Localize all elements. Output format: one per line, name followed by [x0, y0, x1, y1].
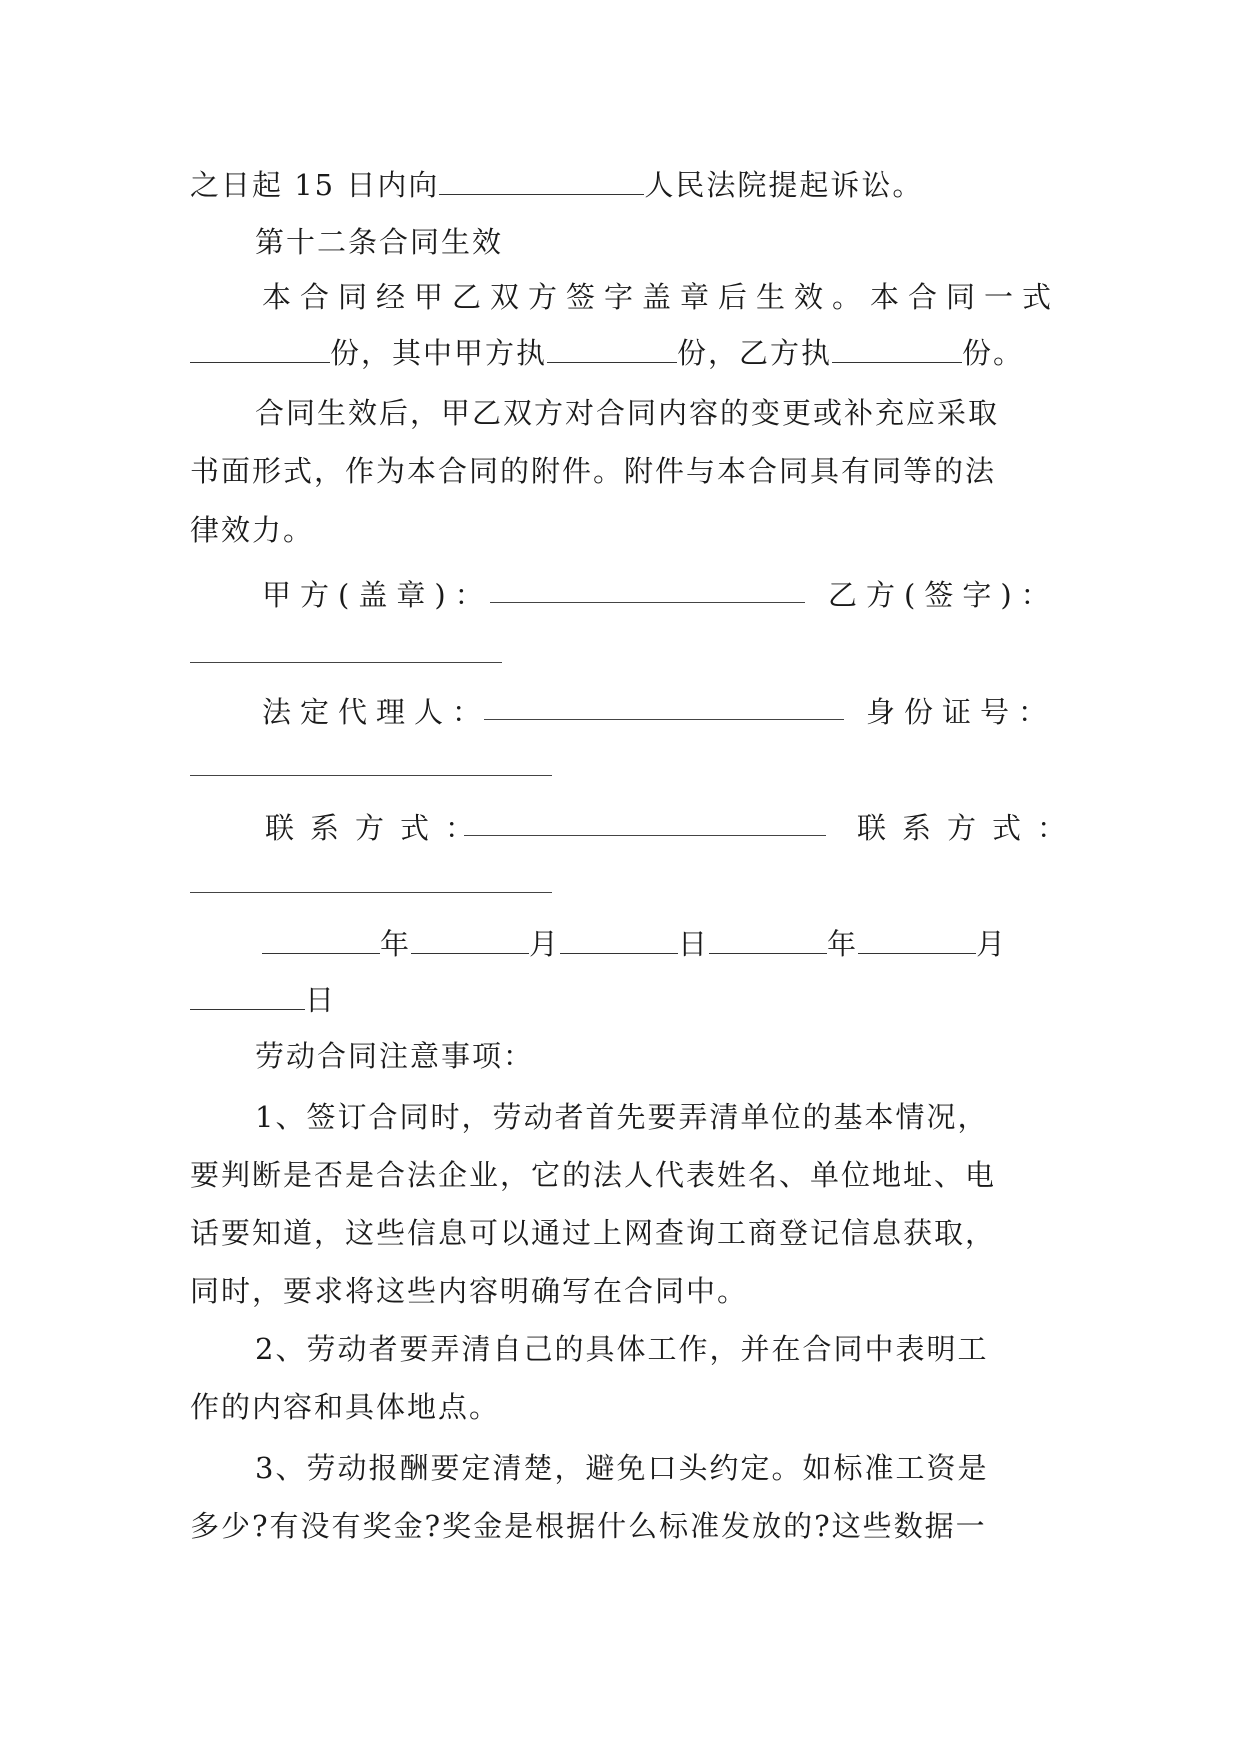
- date-line-2: [190, 980, 1050, 1020]
- article-12-heading: 第十二条合同生效: [255, 225, 504, 259]
- contact-a-label: 联系方式：: [265, 811, 491, 845]
- month-a-blank: [411, 927, 529, 954]
- year-a-label: 年: [380, 927, 412, 961]
- party-b-copies-blank: [832, 336, 962, 363]
- date-line: [262, 924, 1122, 964]
- copies-blank: [190, 336, 330, 363]
- notice-3-line-1: 3、劳动报酬要定清楚，避免口头约定。如标准工资是: [255, 1451, 989, 1485]
- year-a-blank: [262, 927, 380, 954]
- legal-rep-blank: [484, 719, 844, 720]
- party-a-label: 甲方(盖章)：: [262, 578, 493, 612]
- court-blank: [439, 168, 644, 195]
- party-b-label: 乙方(签字)：: [828, 578, 1059, 612]
- contact-b-blank: [190, 892, 552, 893]
- lawsuit-text-a: 之日起 15 日内向: [190, 168, 440, 202]
- legal-rep-label: 法定代理人：: [262, 695, 491, 729]
- notice-1-line-2: 要判断是否是合法企业，它的法人代表姓名、单位地址、电: [190, 1158, 997, 1192]
- notice-1-line-3: 话要知道，这些信息可以通过上网查询工商登记信息获取，: [190, 1216, 997, 1250]
- text-line-amend-3: 律效力。: [190, 513, 315, 547]
- notice-3-line-2: 多少?有没有奖金?奖金是根据什么标准发放的?这些数据一: [190, 1509, 987, 1543]
- notice-heading: 劳动合同注意事项：: [255, 1039, 535, 1073]
- notice-2-line-1: 2、劳动者要弄清自己的具体工作，并在合同中表明工: [255, 1332, 989, 1366]
- contact-a-blank: [464, 835, 826, 836]
- copies-text-a: 份，其中甲方执: [330, 336, 548, 370]
- contact-b-label: 联系方式：: [857, 811, 1083, 845]
- id-number-label: 身份证号：: [866, 695, 1057, 729]
- notice-1-line-4: 同时，要求将这些内容明确写在合同中。: [190, 1274, 749, 1308]
- party-a-copies-blank: [547, 336, 677, 363]
- day-a-label: 日: [678, 927, 710, 961]
- copies-text-c: 份。: [962, 336, 1025, 370]
- text-line-amend-2: 书面形式，作为本合同的附件。附件与本合同具有同等的法: [190, 454, 997, 488]
- year-b-blank: [709, 927, 827, 954]
- copies-text-b: 份，乙方执: [677, 336, 833, 370]
- text-line-copies: [190, 333, 1050, 373]
- party-b-blank: [190, 662, 502, 663]
- year-b-label: 年: [827, 927, 859, 961]
- lawsuit-text-b: 人民法院提起诉讼。: [644, 168, 924, 202]
- notice-2-line-2: 作的内容和具体地点。: [190, 1390, 501, 1424]
- text-line-lawsuit: [190, 165, 1050, 205]
- party-a-blank: [490, 602, 805, 603]
- day-b-label: 日: [305, 983, 337, 1017]
- text-line-amend-1: 合同生效后，甲乙双方对合同内容的变更或补充应采取: [255, 396, 1000, 430]
- month-a-label: 月: [529, 927, 561, 961]
- id-number-blank: [190, 775, 552, 776]
- day-b-blank: [190, 983, 305, 1010]
- month-b-blank: [858, 927, 976, 954]
- text-line-effect: 本合同经甲乙双方签字盖章后生效。本合同一式: [262, 280, 1061, 314]
- month-b-label: 月: [976, 927, 1008, 961]
- notice-1-line-1: 1、签订合同时，劳动者首先要弄清单位的基本情况，: [255, 1100, 989, 1134]
- day-a-blank: [560, 927, 678, 954]
